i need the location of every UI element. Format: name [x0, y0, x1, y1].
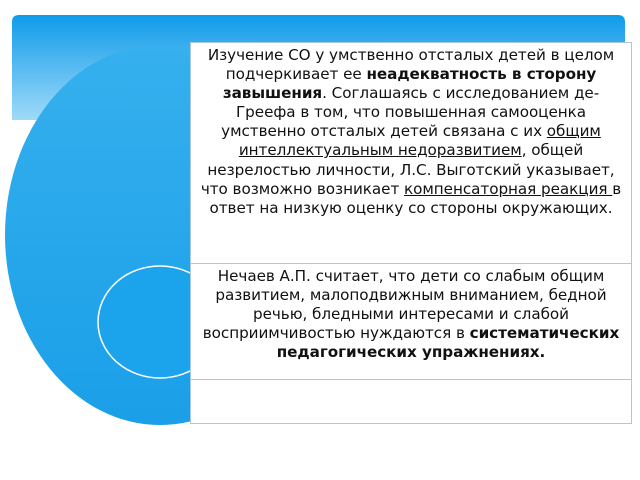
- paragraph-self-esteem: [195, 46, 627, 218]
- bold-phrase: неадекватность в сторону завышения: [222, 65, 597, 103]
- text-run: Изучение СО у умственно отсталых детей в целом подчеркивает ее: [207, 46, 615, 84]
- bold-phrase: систематических педагогических упражнениях.: [276, 324, 620, 362]
- text-run: . Соглашаясь с исследованием де-Греефа в том, что повышенная самооценка умственно отсталых детей связана с их: [221, 84, 600, 141]
- empty-panel: [190, 379, 632, 424]
- paragraph-nechaev: [195, 267, 627, 362]
- text-panel-2: [190, 263, 632, 380]
- underlined-phrase: компенсаторная реакция: [404, 179, 613, 198]
- text-panel-1: [190, 42, 632, 264]
- underlined-phrase: общим интеллектуальным недоразвитием: [238, 122, 601, 160]
- text-run: , общей незрелостью личности, Л.С. Выготский указывает, что возможно возникает: [200, 141, 615, 198]
- text-run: Нечаев А.П. считает, что дети со слабым общим развитием, малоподвижным вниманием, бедной речью, бледными интересами и слабой восприимчивостью нуждаются в: [202, 267, 607, 343]
- text-run: в ответ на низкую оценку со стороны окружающих.: [209, 179, 622, 217]
